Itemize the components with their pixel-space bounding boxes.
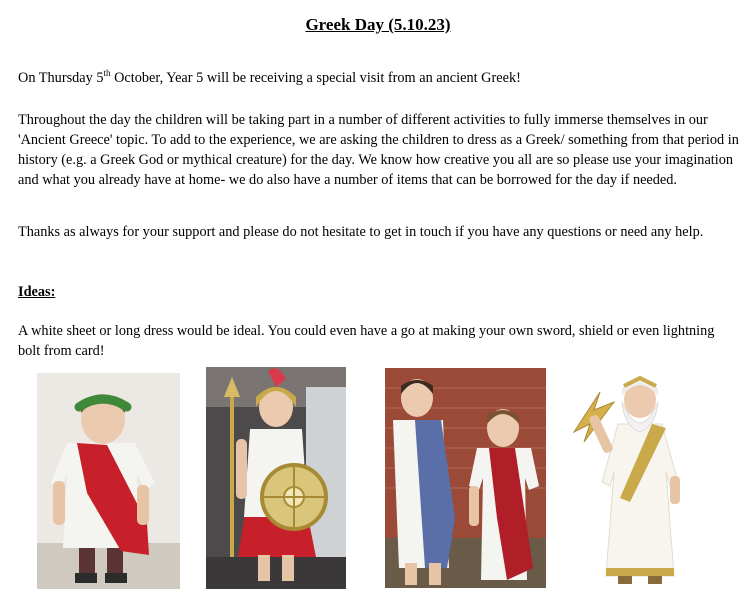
photo-two-boys-togas [385, 368, 546, 588]
ordinal-suffix: th [103, 68, 111, 79]
photo-girl-helmet-shield [206, 367, 346, 589]
photo-zeus-costume [570, 372, 710, 588]
intro-paragraph [18, 68, 740, 88]
thanks-paragraph: Thanks as always for your support and please do not hesitate to get in touch if you have any questions or need any help. [18, 224, 704, 240]
ideas-heading: Ideas: [18, 284, 56, 300]
page-title: Greek Day (5.10.23) [305, 15, 451, 34]
ideas-paragraph: A white sheet or long dress would be ideal. You could even have a go at making your own sword, shield or even lightning bolt from card! [18, 323, 715, 359]
photo-boy-red-toga [37, 373, 180, 589]
intro-text-start: On Thursday 5 [18, 70, 104, 86]
intro-text-end: October, Year 5 will be receiving a special visit from an ancient Greek! [110, 70, 521, 86]
activities-paragraph: Throughout the day the children will be taking part in a number of different activities to fully immerse themselves in our 'Ancient Greece' topic. To add to the experience, we are asking the children to dress as a Greek/ something from that period in history (e.g. a Greek God or mythical creature) for the day. We know how creative you all are so please use your imagination and what you already have at home- we do also have a number of items that can be borrowed for the day if needed. [18, 112, 739, 188]
